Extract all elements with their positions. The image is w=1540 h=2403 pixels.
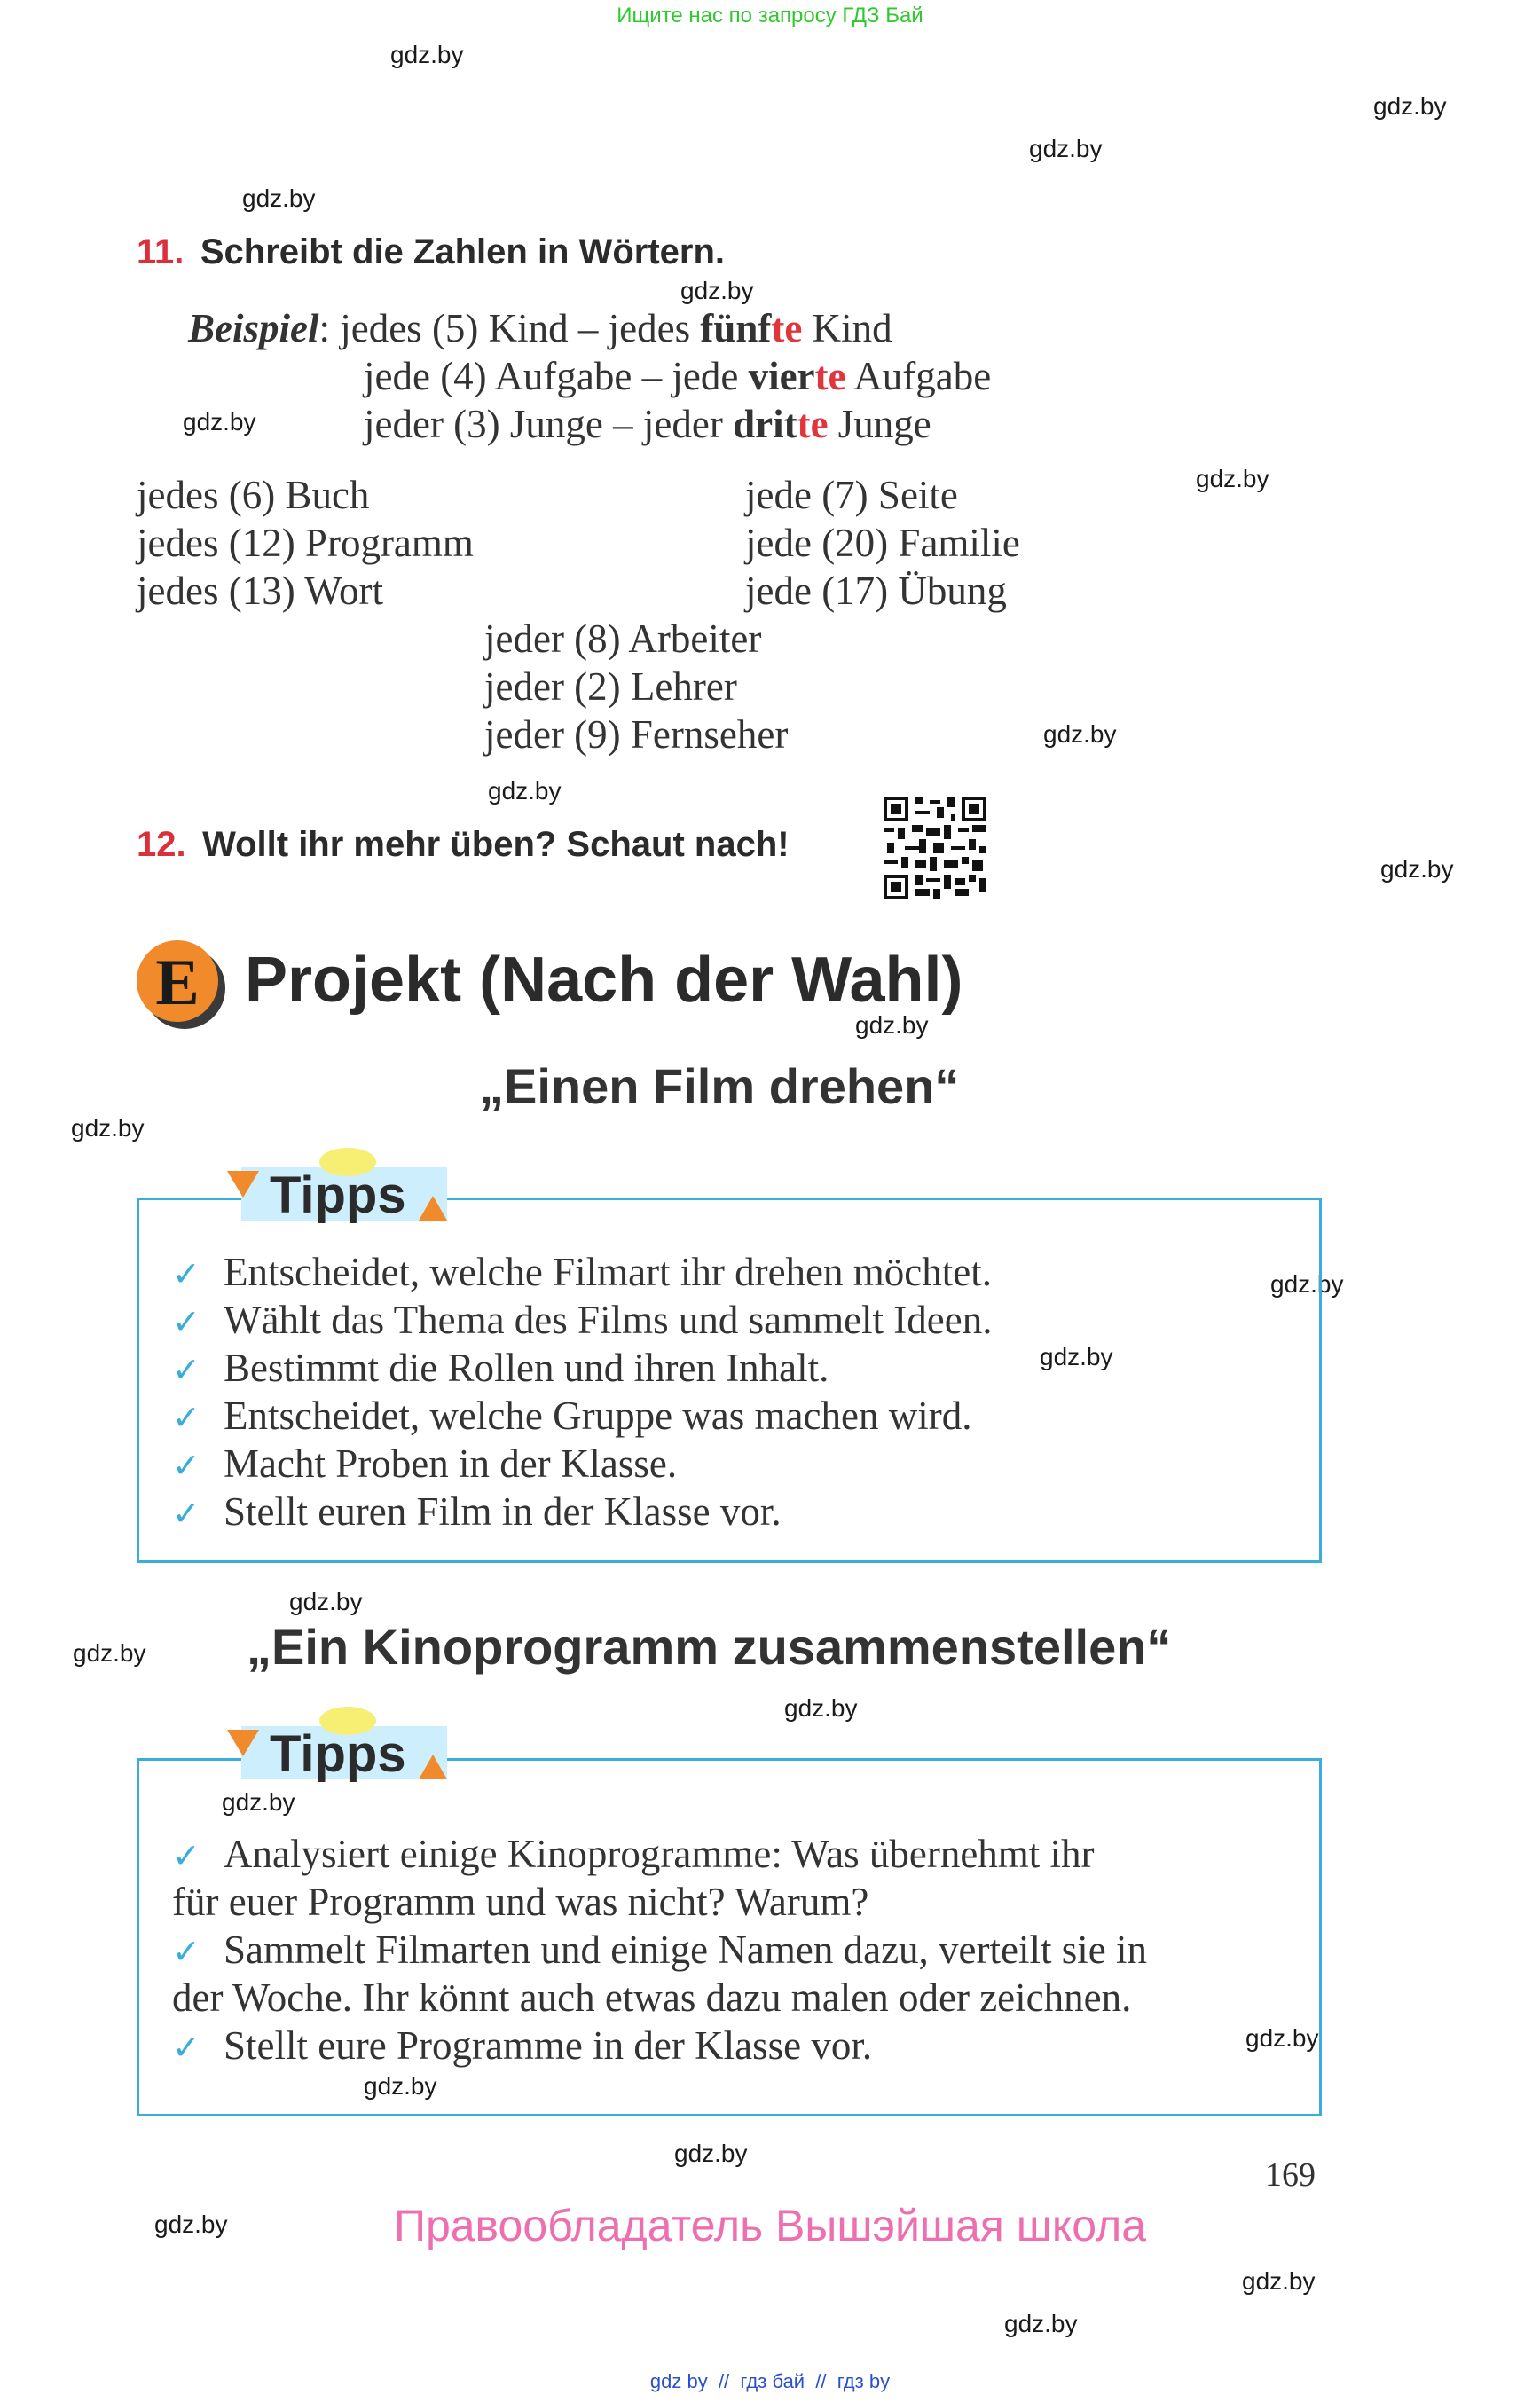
tip-item (172, 1831, 1095, 1877)
tipps-label: Tipps (270, 1725, 406, 1783)
example-label: Beispiel (188, 306, 319, 350)
tip-item (172, 1441, 677, 1487)
watermark: gdz.by (364, 2072, 437, 2100)
task-item: jedes (13) Wort (137, 569, 383, 613)
tip-item (172, 1297, 993, 1343)
watermark: gdz.by (289, 1588, 363, 1615)
tip-item (172, 1393, 971, 1439)
watermark: gdz.by (73, 1639, 146, 1667)
tip-text: Macht Proben in der Klasse. (224, 1441, 678, 1486)
example-line-3 (364, 401, 931, 447)
project-1-title: „Einen Film drehen“ (479, 1058, 960, 1114)
example-stem: vier (748, 354, 815, 398)
checkmark-icon: ✓ (172, 1932, 200, 1971)
tip-item (172, 1345, 829, 1391)
watermark: gdz.by (1040, 1343, 1113, 1370)
watermark: gdz.by (674, 2140, 748, 2167)
checkmark-icon: ✓ (172, 1398, 200, 1437)
example-text: jede (4) Aufgabe – jede (364, 354, 749, 398)
tipps-banner-2 (224, 1707, 451, 1787)
copyright-notice: Правообладатель Вышэйшая школа (394, 2201, 1146, 2250)
tip-text: Bestimmt die Rollen und ihren Inhalt. (224, 1346, 829, 1390)
example-line-1 (188, 305, 892, 351)
task-item: jede (20) Familie (745, 521, 1020, 565)
tip-item-continued: der Woche. Ihr könnt auch etwas dazu malen oder zeichnen. (172, 1975, 1132, 2020)
tip-item-continued: für euer Programm und was nicht? Warum? (172, 1880, 869, 1924)
exercise-12-heading (137, 825, 790, 865)
exercise-title: Schreibt die Zahlen in Wörtern. (200, 232, 726, 271)
tip-text: Stellt euren Film in der Klasse vor. (224, 1489, 782, 1534)
tip-text: Wählt das Thema des Films und sammelt Ideen. (224, 1298, 993, 1342)
checkmark-icon: ✓ (172, 2028, 200, 2067)
project-2-title: „Ein Kinoprogramm zusammenstellen“ (247, 1619, 1172, 1675)
watermark: gdz.by (1242, 2267, 1316, 2295)
watermark: gdz.by (71, 1114, 145, 1142)
page-number: 169 (1265, 2156, 1316, 2194)
example-text: Kind (802, 306, 892, 350)
example-text: Junge (828, 402, 931, 446)
tip-text: Entscheidet, welche Filmart ihr drehen möchtet. (224, 1250, 992, 1294)
watermark: gdz.by (1043, 720, 1117, 748)
tip-item (172, 2022, 872, 2069)
checkmark-icon: ✓ (172, 1302, 200, 1341)
watermark: gdz.by (390, 41, 464, 68)
watermark: gdz.by (855, 1011, 929, 1039)
example-text: Aufgabe (845, 354, 992, 398)
task-item: jede (17) Übung (745, 569, 1007, 613)
watermark: gdz.by (154, 2211, 228, 2238)
example-stem: fünf (700, 306, 772, 350)
task-item: jede (7) Seite (745, 473, 958, 517)
exercise-title: Wollt ihr mehr üben? Schaut nach! (202, 825, 790, 864)
watermark: gdz.by (1245, 2024, 1319, 2052)
example-stem: drit (733, 402, 798, 446)
exercise-11-heading (137, 232, 725, 272)
watermark: gdz.by (680, 277, 754, 304)
exercise-number: 11. (137, 232, 185, 271)
exercise-number: 12. (137, 825, 186, 864)
example-ending: te (797, 402, 829, 446)
watermark: gdz.by (488, 777, 562, 805)
tip-item (172, 1927, 1147, 1973)
task-item: jeder (8) Arbeiter (484, 616, 762, 661)
checkmark-icon: ✓ (172, 1350, 200, 1389)
task-item: jeder (2) Lehrer (484, 664, 737, 709)
watermark: gdz.by (222, 1788, 295, 1816)
watermark: gdz.by (1029, 135, 1103, 162)
tip-text: Analysiert einige Kinoprogramme: Was übernehmt ihr (224, 1832, 1095, 1876)
qr-code-icon[interactable] (884, 797, 986, 899)
tipps-label: Tipps (270, 1166, 406, 1224)
watermark: gdz.by (1380, 855, 1454, 883)
section-badge-letter: E (155, 946, 200, 1019)
tip-item (172, 1488, 782, 1535)
footer-links[interactable]: gdz by // гдз бай // гдз by (649, 2370, 891, 2392)
watermark: gdz.by (1270, 1270, 1344, 1298)
e-badge-icon (137, 940, 225, 1029)
example-ending: te (771, 306, 803, 350)
watermark: gdz.by (1004, 2310, 1078, 2337)
watermark: gdz.by (1196, 465, 1269, 492)
top-banner: Ищите нас по запросу ГДЗ Бай (617, 4, 923, 27)
tip-text: Entscheidet, welche Gruppe was machen wird. (224, 1394, 972, 1438)
section-title: Projekt (Nach der Wahl) (245, 945, 963, 1016)
example-line-2 (364, 353, 991, 399)
tip-text: Sammelt Filmarten und einige Namen dazu, verteilt sie in (224, 1928, 1147, 1972)
example-text: jeder (3) Junge – jeder (364, 402, 734, 446)
tip-item (172, 1249, 992, 1295)
checkmark-icon: ✓ (172, 1836, 200, 1875)
watermark: gdz.by (1373, 92, 1447, 120)
task-item: jedes (6) Buch (137, 473, 370, 517)
watermark: gdz.by (242, 185, 316, 212)
watermark: gdz.by (183, 408, 256, 436)
tipps-banner-1 (224, 1148, 451, 1228)
task-item: jedes (12) Programm (137, 521, 474, 565)
watermark: gdz.by (784, 1694, 858, 1722)
checkmark-icon: ✓ (172, 1446, 200, 1485)
example-text: : jedes (5) Kind – jedes (318, 306, 701, 350)
example-ending: te (814, 354, 846, 398)
checkmark-icon: ✓ (172, 1254, 200, 1293)
tip-text: Stellt eure Programme in der Klasse vor. (224, 2023, 873, 2068)
task-item: jeder (9) Fernseher (484, 712, 789, 757)
checkmark-icon: ✓ (172, 1494, 200, 1533)
